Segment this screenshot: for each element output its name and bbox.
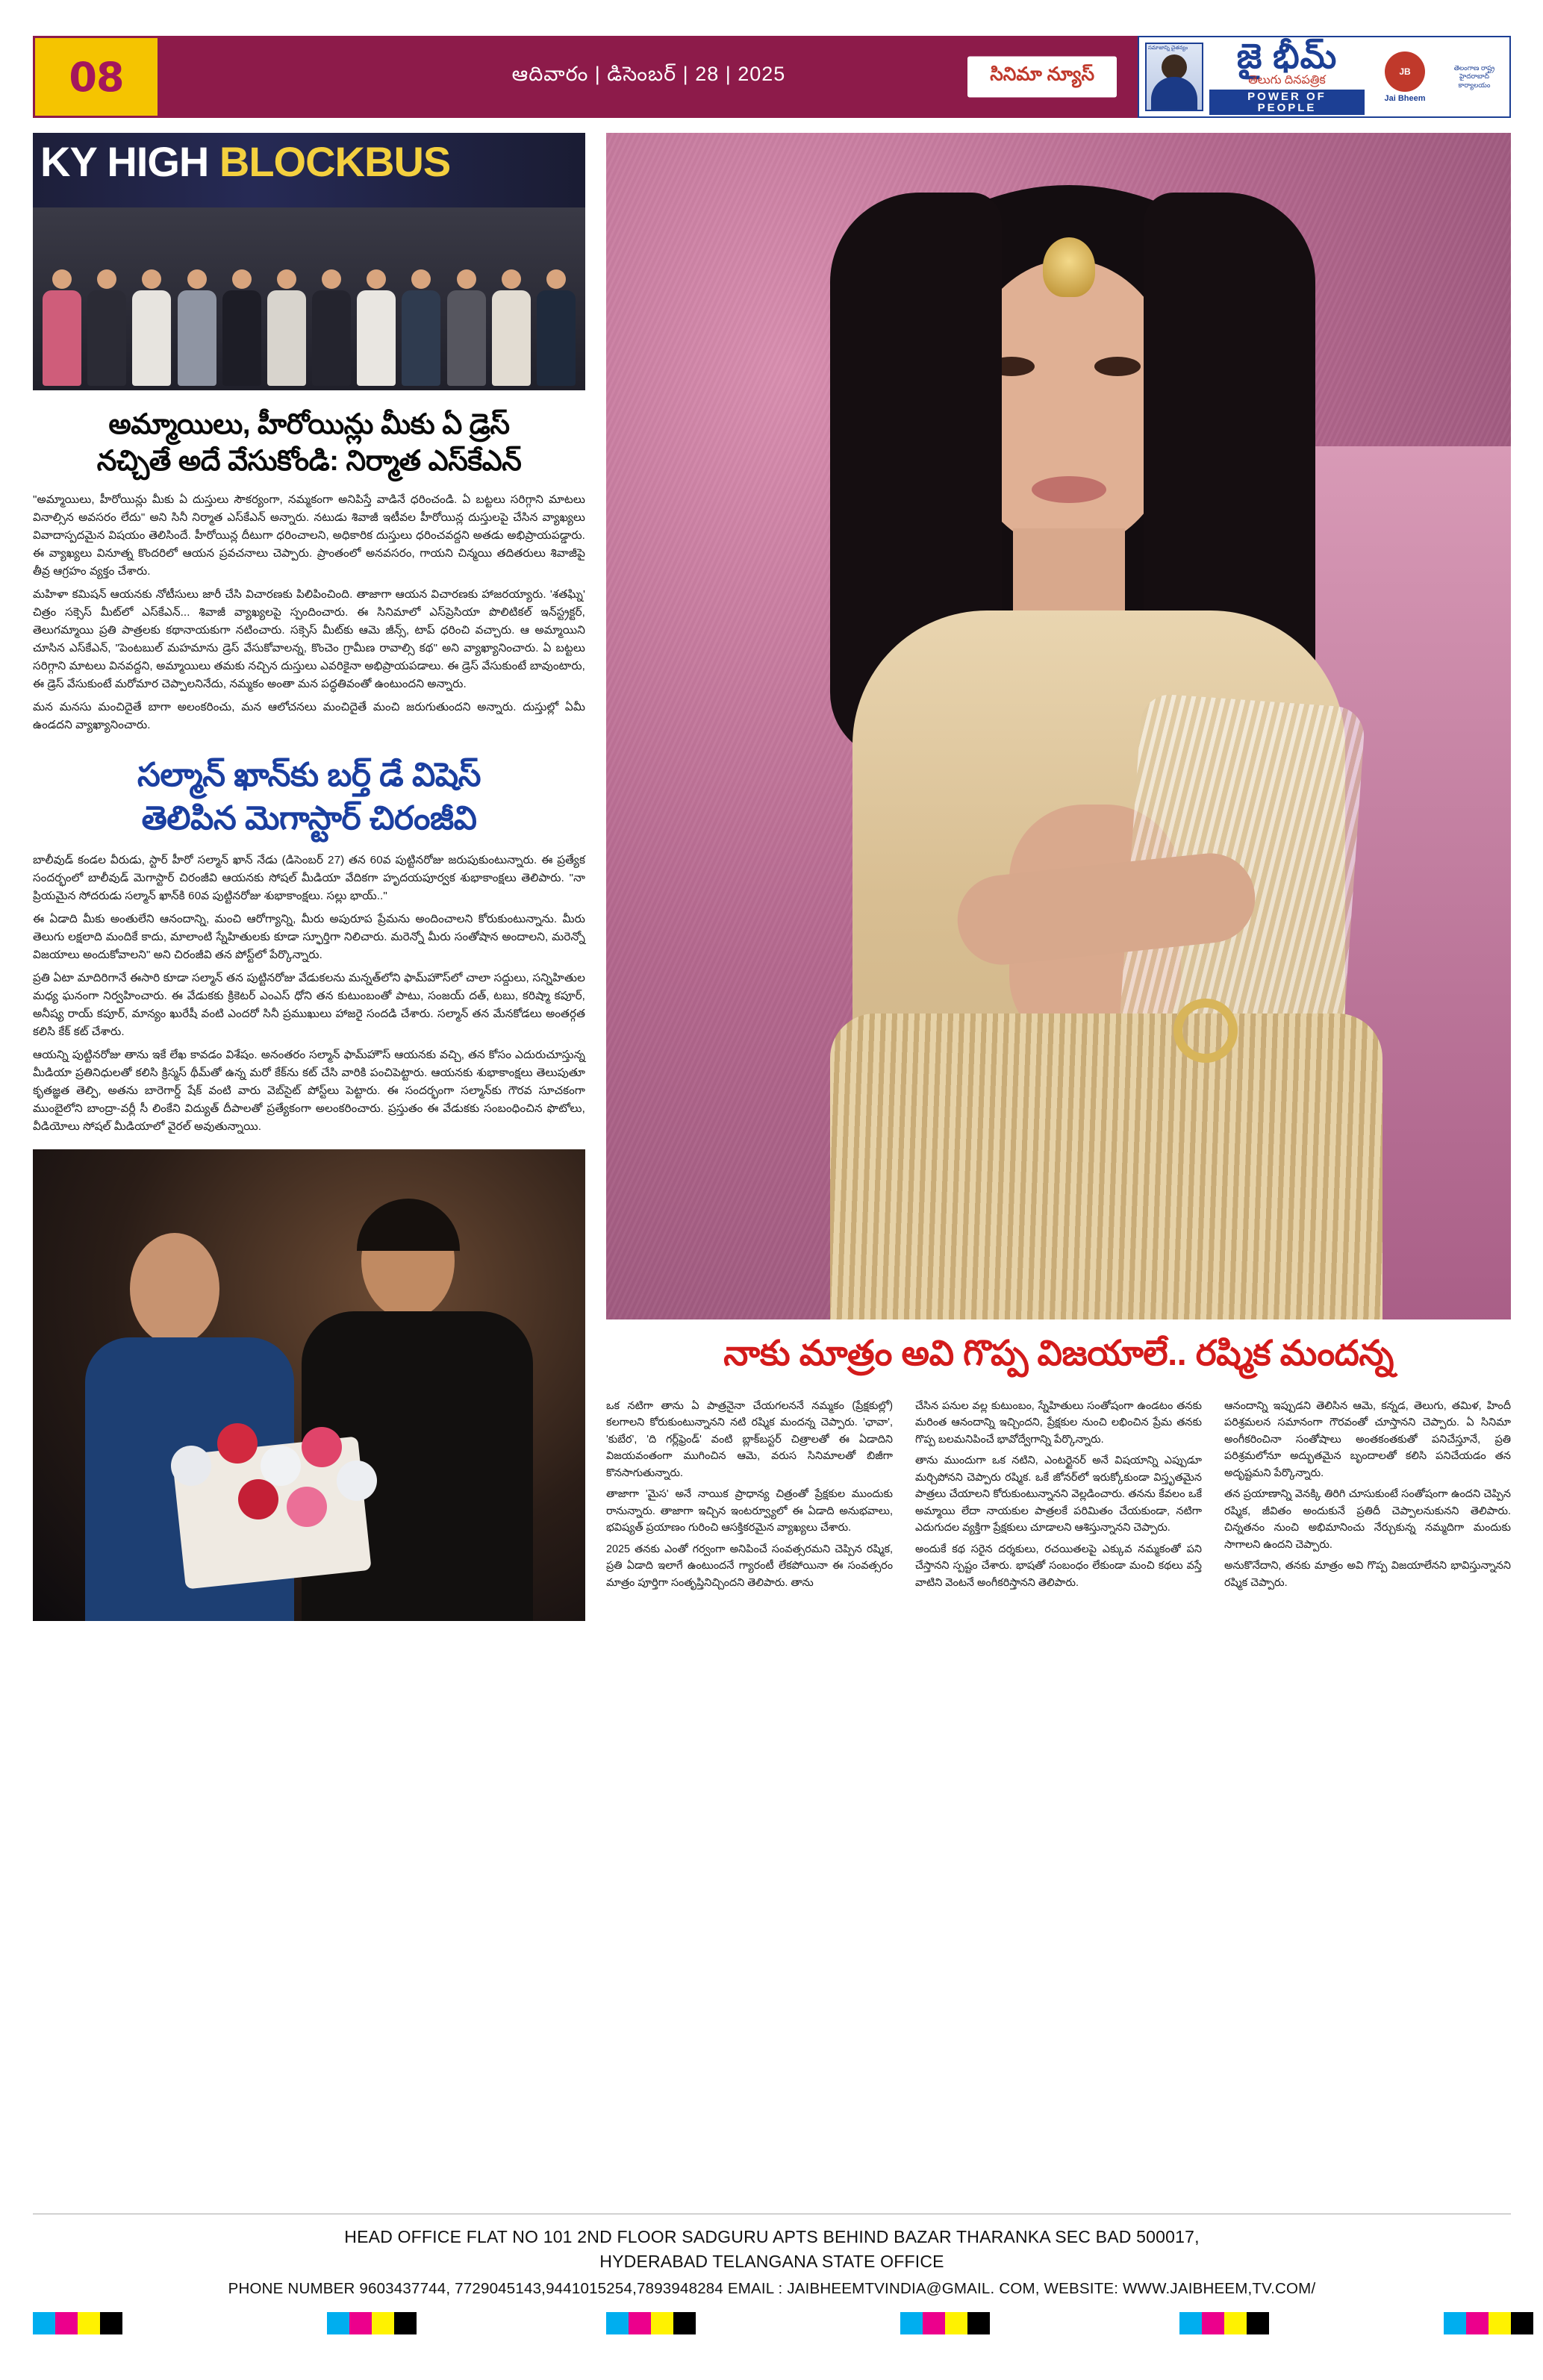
- date-text: ఆదివారం | డిసెంబర్ | 28 | 2025: [511, 63, 786, 85]
- article-3-paragraph: తాను ముందుగా ఒక నటిని, ఎంటర్టైనర్ అనే విషయాన్ని ఎప్పుడూ మర్చిపోనని చెప్పారు రష్మిక. ఒకే జోనర్‌లో ఇరుక్కోకుండా విస్తృతమైన పాత్రలు చేయాలని కోరుకుంటున్నానని వెల్లడించారు. తనను కేవలం ఒకే అమ్మాయి లేదా నాయకుల పాత్రలకే పరిమితం చేయకుండా, నటిగా ఎదుగుదల వ్యక్తిగా ప్రేక్షకులు చూడాలని ఆశిస్తున్నానని చెప్పారు.: [915, 1455, 1202, 1534]
- page-content: [33, 133, 1511, 2193]
- person-figure: [85, 269, 128, 386]
- person-figure: [399, 269, 443, 386]
- person-head: [232, 269, 252, 289]
- logo-title: జై భీమ్: [1236, 37, 1338, 75]
- color-swatch-magenta: [1202, 2312, 1224, 2334]
- color-swatch-cyan: [1179, 2312, 1202, 2334]
- article-3-headline: నాకు మాత్రం అవి గొప్ప విజయాలే.. రష్మిక మందన్న: [723, 1333, 1394, 1372]
- person-figure: [445, 269, 488, 386]
- color-swatch-cyan: [900, 2312, 923, 2334]
- color-calibration-bars: [33, 2312, 1511, 2334]
- salman-khan-chiranjeevi-photo: [33, 1149, 585, 1621]
- flower-icon: [238, 1479, 278, 1519]
- logo-office-note: తెలంగాణ రాష్ట్ర హైదరాబాద్ కార్యాలయం: [1453, 64, 1495, 89]
- person-body: [402, 290, 440, 386]
- person-body: [447, 290, 486, 386]
- badge-circle-icon: JB: [1385, 51, 1425, 92]
- person-body: [87, 290, 126, 386]
- article-1-headline: [33, 407, 585, 479]
- color-bar-group: [33, 2312, 122, 2334]
- banner-highlight-text: BLOCKBUS: [219, 138, 451, 185]
- article-2-paragraph: ఆయన్ని పుట్టినరోజు తాను ఇకే లేఖ కావడం విశేషం. అనంతరం సల్మాన్ ఫామ్‌హౌస్ ఆయనకు వచ్చి, తన కోసం ఎదురుచూస్తున్న మీడియా ప్రతినిధులతో కలిసి క్రిస్మస్ థీమ్‌తో ఉన్న మరో కేక్‌ను కట్ చేసి వారికి పంచిపెట్టారు. ఆయనకు శుభాకాంక్షలు తెలుపుతూ కృతజ్ఞత తెల్పి, అతను బారెగార్డ్ షేక్ వంటి వారు వెబ్‌సైట్ పోస్ట్‌లు పెట్టారు. ఈ సందర్భంగా సల్మాన్‌కు గౌరవ సూచకంగా ముంబైలోని బాంద్రా-వర్లీ సీ లింకేని విద్యుత్ దీపాలతో ప్రత్యేకంగా అలంకరించారు. ప్రస్తుతం ఈ వేడుకకు సంబంధించిన ఫొటోలు, వీడియోలు సోషల్ మీడియాలో వైరల్ అవుతున్నాయి.: [33, 1048, 585, 1134]
- footer-address-line-1: HEAD OFFICE FLAT NO 101 2ND FLOOR SADGURU APTS BEHIND BAZAR THARANKA SEC BAD 500017,: [344, 2227, 1200, 2246]
- portrait-caption: సమాజాన్ని చైతన్యం: [1148, 46, 1188, 51]
- article-3-paragraph: తన ప్రయాణాన్ని వెనక్కి తిరిగి చూసుకుంటే సంతోషంగా ఉందని చెప్పిన రష్మిక, జీవితం అందుకునే ప్రతిదీ చెప్పాలనుకునని తెలిపారు. చిన్నతనం నుంచి అభిమానించు నేర్చుకున్న నమ్మదిగా మందుకు సాగాలని ఉందని చెప్పారు.: [1224, 1488, 1511, 1551]
- footer-contact-line: PHONE NUMBER 9603437744, 7729045143,9441015254,7893948284 EMAIL : JAIBHEEMTVINDIA@GMAIL. COM, WEBSITE: WWW.JAIBHEEM,TV.COM/: [228, 2279, 1316, 2297]
- page-number: 08: [69, 53, 124, 101]
- article-3-paragraph: అనుకొనేదాని, తనకు మాత్రం అవి గొప్ప విజయాలేనని భావిస్తున్నానని రష్మిక చెప్పారు.: [1224, 1560, 1511, 1589]
- color-swatch-black: [100, 2312, 122, 2334]
- flower-icon: [287, 1487, 327, 1527]
- section-tag: సినిమా న్యూస్: [967, 57, 1117, 98]
- footer-address-line-2: HYDERABAD TELANGANA STATE OFFICE: [599, 2252, 944, 2272]
- person-head: [97, 269, 116, 289]
- color-swatch-black: [673, 2312, 696, 2334]
- person-body: [357, 290, 396, 386]
- color-bar-group: [1179, 2312, 1269, 2334]
- person-head: [322, 269, 341, 289]
- person-body: [312, 290, 351, 386]
- person-head: [411, 269, 431, 289]
- article-1-paragraph: మహిళా కమిషన్ ఆయనకు నోటీసులు జారీ చేసి విచారణకు పిలిపించింది. తాజాగా ఆయన విచారణకు హాజరయ్యారు. 'శతఘ్ని' చిత్రం సక్సెస్ మీట్‌లో ఎస్‌కేఎన్... శివాజీ వ్యాఖ్యలపై స్పందించారు. ఈ సినిమాలో ఎస్‌ప్రెసియా పొలిటికల్ ఇన్‌స్ట్రక్టర్, తెలుగమ్మాయి ప్రతి పాత్రలకు కథానాయకుగా నటించారు. సక్సెస్ మీట్‌కు ఆమె జీన్స్, టాప్ ధరించి వచ్చారు. ఆ అమ్మాయిని చూసిన ఎస్‌కేఎన్, "పెంటబుల్ మహమాను డ్రెస్ వేసుకోవాలన్న, కొంచెం గ్రామీణ రావాల్సి కథ" అని వ్యాఖ్యానించారు. ఏ బట్టలు సరిగ్గాని మాటలు వినవద్దని, అమ్మాయిలు తమకు నచ్చిన దుస్తులు ఎవరికైనా అభిప్రాయపడాలు. ఈ డ్రెస్ వేసుకుంటే బావుంటారు, ఈ డ్రెస్ వేసుకుంటే మరోమార చెప్పాలనినేదు, నమ్మకం అంతా మన పద్ధతివంతో ఉంటుందని అన్నారు.: [33, 588, 585, 691]
- article-3-paragraph: చేసిన పనుల వల్ల కుటుంబం, స్నేహితులు సంతోషంగా ఉండటం తనకు మరింత ఆనందాన్ని ఇచ్చిందని, ప్రేక్షకుల నుంచి లభించిన ప్రేమ తనకు గొప్ప బలమనిపించే భావోద్వేగాన్ని పేర్కొన్నారు.: [915, 1399, 1202, 1446]
- article-1-headline-line1: అమ్మాయిలు, హీరోయిన్లు మీకు ఏ డ్రెస్: [108, 409, 510, 440]
- person-head: [187, 269, 207, 289]
- logo-tagline: POWER OF PEOPLE: [1209, 90, 1365, 115]
- article-3-paragraph: 2025 తనకు ఎంతో గర్వంగా అనిపించే సంవత్సరమని చెప్పిన రష్మిక, ప్రతి ఏడాది ఇలాగే ఉంటుందనే గ్యారంటీ లేకపోయినా ఈ సంవత్సరం మాత్రం పూర్తిగా సంతృప్తినిచ్చిందని తెలిపారు. తాను: [606, 1543, 893, 1589]
- person-figure: [175, 269, 219, 386]
- color-bar-group: [327, 2312, 417, 2334]
- color-swatch-yellow: [651, 2312, 673, 2334]
- color-swatch-black: [1511, 2312, 1533, 2334]
- jai-bheem-badge-icon: [1371, 51, 1439, 103]
- article-3-paragraph: తాజాగా 'మైస' అనే నాయిక ప్రాధాన్య చిత్రంతో ప్రేక్షకుల ముందుకు రానున్నారు. తాజాగా ఇచ్చిన ఇంటర్వ్యూలో ఈ ఏడాది అనుభవాలు, భవిష్యత్ ప్రయాణం గురించి ఆసక్తికరమైన వ్యాఖ్యలు చేశారు.: [606, 1488, 893, 1534]
- color-bar-group: [606, 2312, 696, 2334]
- color-swatch-yellow: [372, 2312, 394, 2334]
- person-body: [222, 290, 261, 386]
- article-2-body: [33, 852, 585, 1136]
- flower-icon: [337, 1461, 377, 1501]
- article-2-paragraph: ప్రతి ఏటా మాదిరిగానే ఈసారి కూడా సల్మాన్ తన పుట్టినరోజు వేడుకలను మన్నత్‌లోని ఫామ్‌హౌస్‌లో చాలా సద్దులు, సన్నిహితుల మధ్య ఘనంగా నిర్వహించారు. ఈ వేడుకకు క్రికెటర్ ఎంఎస్ ధోని తన కుటుంబంతో పాటు, సంజయ్ దత్, టబు, కరిష్మా కపూర్, అనీష్య రాయ్ కపూర్, మాన్యం ఖురేషీ వంటి ఎందరో సినీ ప్రముఖులు హాజరై సందడి చేశారు. సల్మాన్ తన మేనకోడలు అంతర్గత కలిసి కేక్ కట్ చేశారు.: [33, 971, 585, 1038]
- flower-icon: [261, 1446, 301, 1486]
- logo-subtitle: తెలుగు దినపత్రిక: [1248, 74, 1326, 87]
- article-1-headline-line2: నచ్చితే అదే వేసుకోండి: నిర్మాత ఎస్‌కేఎన్: [96, 445, 522, 477]
- article-2-headline-line2: తెలిపిన మెగాస్టార్ చిరంజీవి: [141, 799, 477, 837]
- article-2-headline: [33, 754, 585, 839]
- date-bar: [160, 36, 1138, 118]
- article-1-paragraph: మన మనసు మంచిదైతే బాగా అలంకరించు, మన ఆలోచనలు మంచిదైతే మంచి జరుగుతుందని అన్నారు. దుస్తుల్లో ఏమీ ఉండదని వ్యాఖ్యానించారు.: [33, 701, 585, 732]
- article-3-body: [606, 1398, 1511, 1596]
- person-head: [367, 269, 386, 289]
- person-figure: [130, 269, 173, 386]
- person-head: [457, 269, 476, 289]
- article-1-body: [33, 491, 585, 734]
- color-swatch-cyan: [33, 2312, 55, 2334]
- color-swatch-yellow: [78, 2312, 100, 2334]
- person-body: [178, 290, 216, 386]
- page-number-box: [33, 36, 160, 118]
- logo-text-group: [1209, 39, 1365, 115]
- person-head: [277, 269, 296, 289]
- sky-high-blockbuster-event-photo: [33, 133, 585, 390]
- color-swatch-magenta: [923, 2312, 945, 2334]
- person-head: [502, 269, 521, 289]
- lips-shape: [1032, 476, 1106, 503]
- right-column: [606, 133, 1511, 1596]
- figure-hair: [357, 1199, 460, 1251]
- person-body: [492, 290, 531, 386]
- rashmika-mandanna-portrait: [606, 133, 1511, 1319]
- portrait-body-shape: [1151, 77, 1197, 110]
- person-head: [142, 269, 161, 289]
- color-swatch-yellow: [1489, 2312, 1511, 2334]
- person-figure: [490, 269, 533, 386]
- person-figure: [310, 269, 353, 386]
- person-figure: [40, 269, 84, 386]
- person-body: [537, 290, 576, 386]
- color-swatch-yellow: [945, 2312, 967, 2334]
- lehenga-shape: [830, 1013, 1383, 1319]
- flower-bouquet: [149, 1356, 395, 1580]
- publication-logo: [1138, 36, 1511, 118]
- person-body: [132, 290, 171, 386]
- article-2-paragraph: బాలీవుడ్ కండల వీరుడు, స్టార్ హీరో సల్మాన్ ఖాన్ నేడు (డిసెంబర్ 27) తన 60వ పుట్టినరోజు జరుపుకుంటున్నారు. ఈ ప్రత్యేక సందర్భంలో బాలీవుడ్ మెగాస్టార్ చిరంజీవి ఆయనకు సోషల్ మీడియా వేదికగా హృదయపూర్వక శుభాకాంక్షలు తెలిపారు. "నా ప్రియమైన సోదరుడు సల్మాన్ ఖాన్‌కి 60వ పుట్టినరోజు శుభాకాంక్షలు. సల్లు భాయ్..": [33, 853, 585, 902]
- article-2-headline-line1: సల్మాన్ ఖాన్‌కు బర్త్ డే విషెస్: [137, 757, 481, 794]
- page-footer: [33, 2214, 1511, 2299]
- figure-head: [130, 1233, 219, 1345]
- eye-right: [1094, 357, 1141, 376]
- article-3-paragraph: ఒక నటిగా తాను ఏ పాత్రనైనా చేయగలననే నమ్మకం (ప్రేక్షకుల్లో) కలగాలని కోరుకుంటున్నానని నటి రష్మిక మందన్న చెప్పారు. 'ఛావా', 'కుబేర', 'ది గర్ల్‌ఫ్రెండ్' వంటి బ్లాక్‌బస్టర్ చిత్రాలతో ఈ ఏడాదిని విజయవంతంగా ముగించిన ఆమె, వరుస సినిమాలతో బిజీగా కొనసాగుతున్నారు.: [606, 1399, 893, 1479]
- color-swatch-magenta: [55, 2312, 78, 2334]
- person-body: [267, 290, 306, 386]
- color-swatch-black: [967, 2312, 990, 2334]
- person-figure: [534, 269, 578, 386]
- color-swatch-magenta: [349, 2312, 372, 2334]
- color-bar-group: [1444, 2312, 1533, 2334]
- color-swatch-black: [1247, 2312, 1269, 2334]
- badge-label: Jai Bheem: [1384, 93, 1426, 103]
- person-body: [43, 290, 81, 386]
- person-figure: [220, 269, 264, 386]
- color-swatch-magenta: [1466, 2312, 1489, 2334]
- banner-pre-text: KY HIGH: [40, 138, 219, 185]
- article-3-paragraph: అందుకే కథ సరైన దర్శకులు, రచయితలపై ఎక్కువ నమ్మకంతో పని చేస్తానని స్పష్టం చేశారు. భాషతో సంబంధం లేకుండా మంచి కథలు వస్తే వాటిని వెంటనే అంగీకరిస్తానని తెలిపారు.: [915, 1543, 1202, 1589]
- maang-tikka-jewelry: [1043, 237, 1095, 297]
- flower-icon: [302, 1427, 342, 1467]
- left-column: [33, 133, 585, 1621]
- article-1-paragraph: "అమ్మాయిలు, హీరోయిన్లు మీకు ఏ దుస్తులు సౌకర్యంగా, నమ్మకంగా అనిపిస్తే వాడినే ధరించండి. ఏ బట్టలు సరిగ్గాని మాటలు వినాల్సిన అవసరం లేదు" అని సినీ నిర్మాత ఎస్‌కేఎన్ అన్నారు. నటుడు శివాజీ ఇటీవల హీరోయిన్ల దుస్తులపై చేసిన వ్యాఖ్యలు వివాదాస్పదమైన విషయం తెలిసిందే. హీరోయిన్ల దీటుగా ధరించాలని, అధికారిక దుస్తులు ధరించవద్దని అతడు అభిప్రాయపడ్డారు. ఈ వ్యాఖ్యలు వినూత్న కొందరిలో ఆయన ప్రవచనాలు చెప్పారు. ప్రాంతంలో అనవసరం, గాయని చిన్మయి తదితరులు శివాజీపై తీవ్ర ఆగ్రహం వ్యక్తం చేశారు.: [33, 493, 585, 578]
- color-swatch-cyan: [1444, 2312, 1466, 2334]
- flower-icon: [171, 1446, 211, 1486]
- article-2-paragraph: ఈ ఏడాది మీకు అంతులేని ఆనందాన్ని, మంచి ఆరోగ్యాన్ని, మీరు అపురూప ప్రేమను అందించాలని కోరుకుంటున్నాను. మీరు తెలుగు లక్షలాది మందికే కాదు, మాలాంటి స్నేహితులకు కూడా స్ఫూర్తిగా నిలిచారు. మరెన్నో మీరు సంతోషాన అందాలని, మరెన్నో విజయాలు అందుకోవాలని" అని చిరంజీవి తన పోస్ట్‌లో పేర్కొన్నారు.: [33, 912, 585, 961]
- person-figure: [265, 269, 308, 386]
- article-3-paragraph: ఆనందాన్ని ఇప్పుడని తెలిసిన ఆమె, కన్నడ, తెలుగు, తమిళ, హిందీ పరిశ్రమలన సమానంగా గౌరవంతో చూస్తానని చెప్పారు. ఏ సినిమా అంగీకరించినా సంతోషాలు అంతకంతకుతో పనిచేస్తూనే, ప్రతి పరిశ్రమలోనూ అద్భుతమైన బృందాలతో కలిసి పనిచేయడం తన అదృష్టమని పేర్కొన్నారు.: [1224, 1399, 1511, 1479]
- person-figure: [355, 269, 398, 386]
- event-banner-text: [33, 137, 585, 186]
- color-bar-group: [900, 2312, 990, 2334]
- color-swatch-black: [394, 2312, 417, 2334]
- color-swatch-cyan: [327, 2312, 349, 2334]
- color-swatch-magenta: [629, 2312, 651, 2334]
- bangle-jewelry: [1173, 999, 1238, 1063]
- event-people-group: [33, 225, 585, 386]
- ambedkar-portrait-icon: [1145, 43, 1203, 111]
- color-swatch-yellow: [1224, 2312, 1247, 2334]
- person-head: [546, 269, 566, 289]
- masthead: [33, 36, 1511, 118]
- flower-icon: [217, 1423, 258, 1464]
- color-swatch-cyan: [606, 2312, 629, 2334]
- person-head: [52, 269, 72, 289]
- portrait-head-shape: [1162, 54, 1187, 80]
